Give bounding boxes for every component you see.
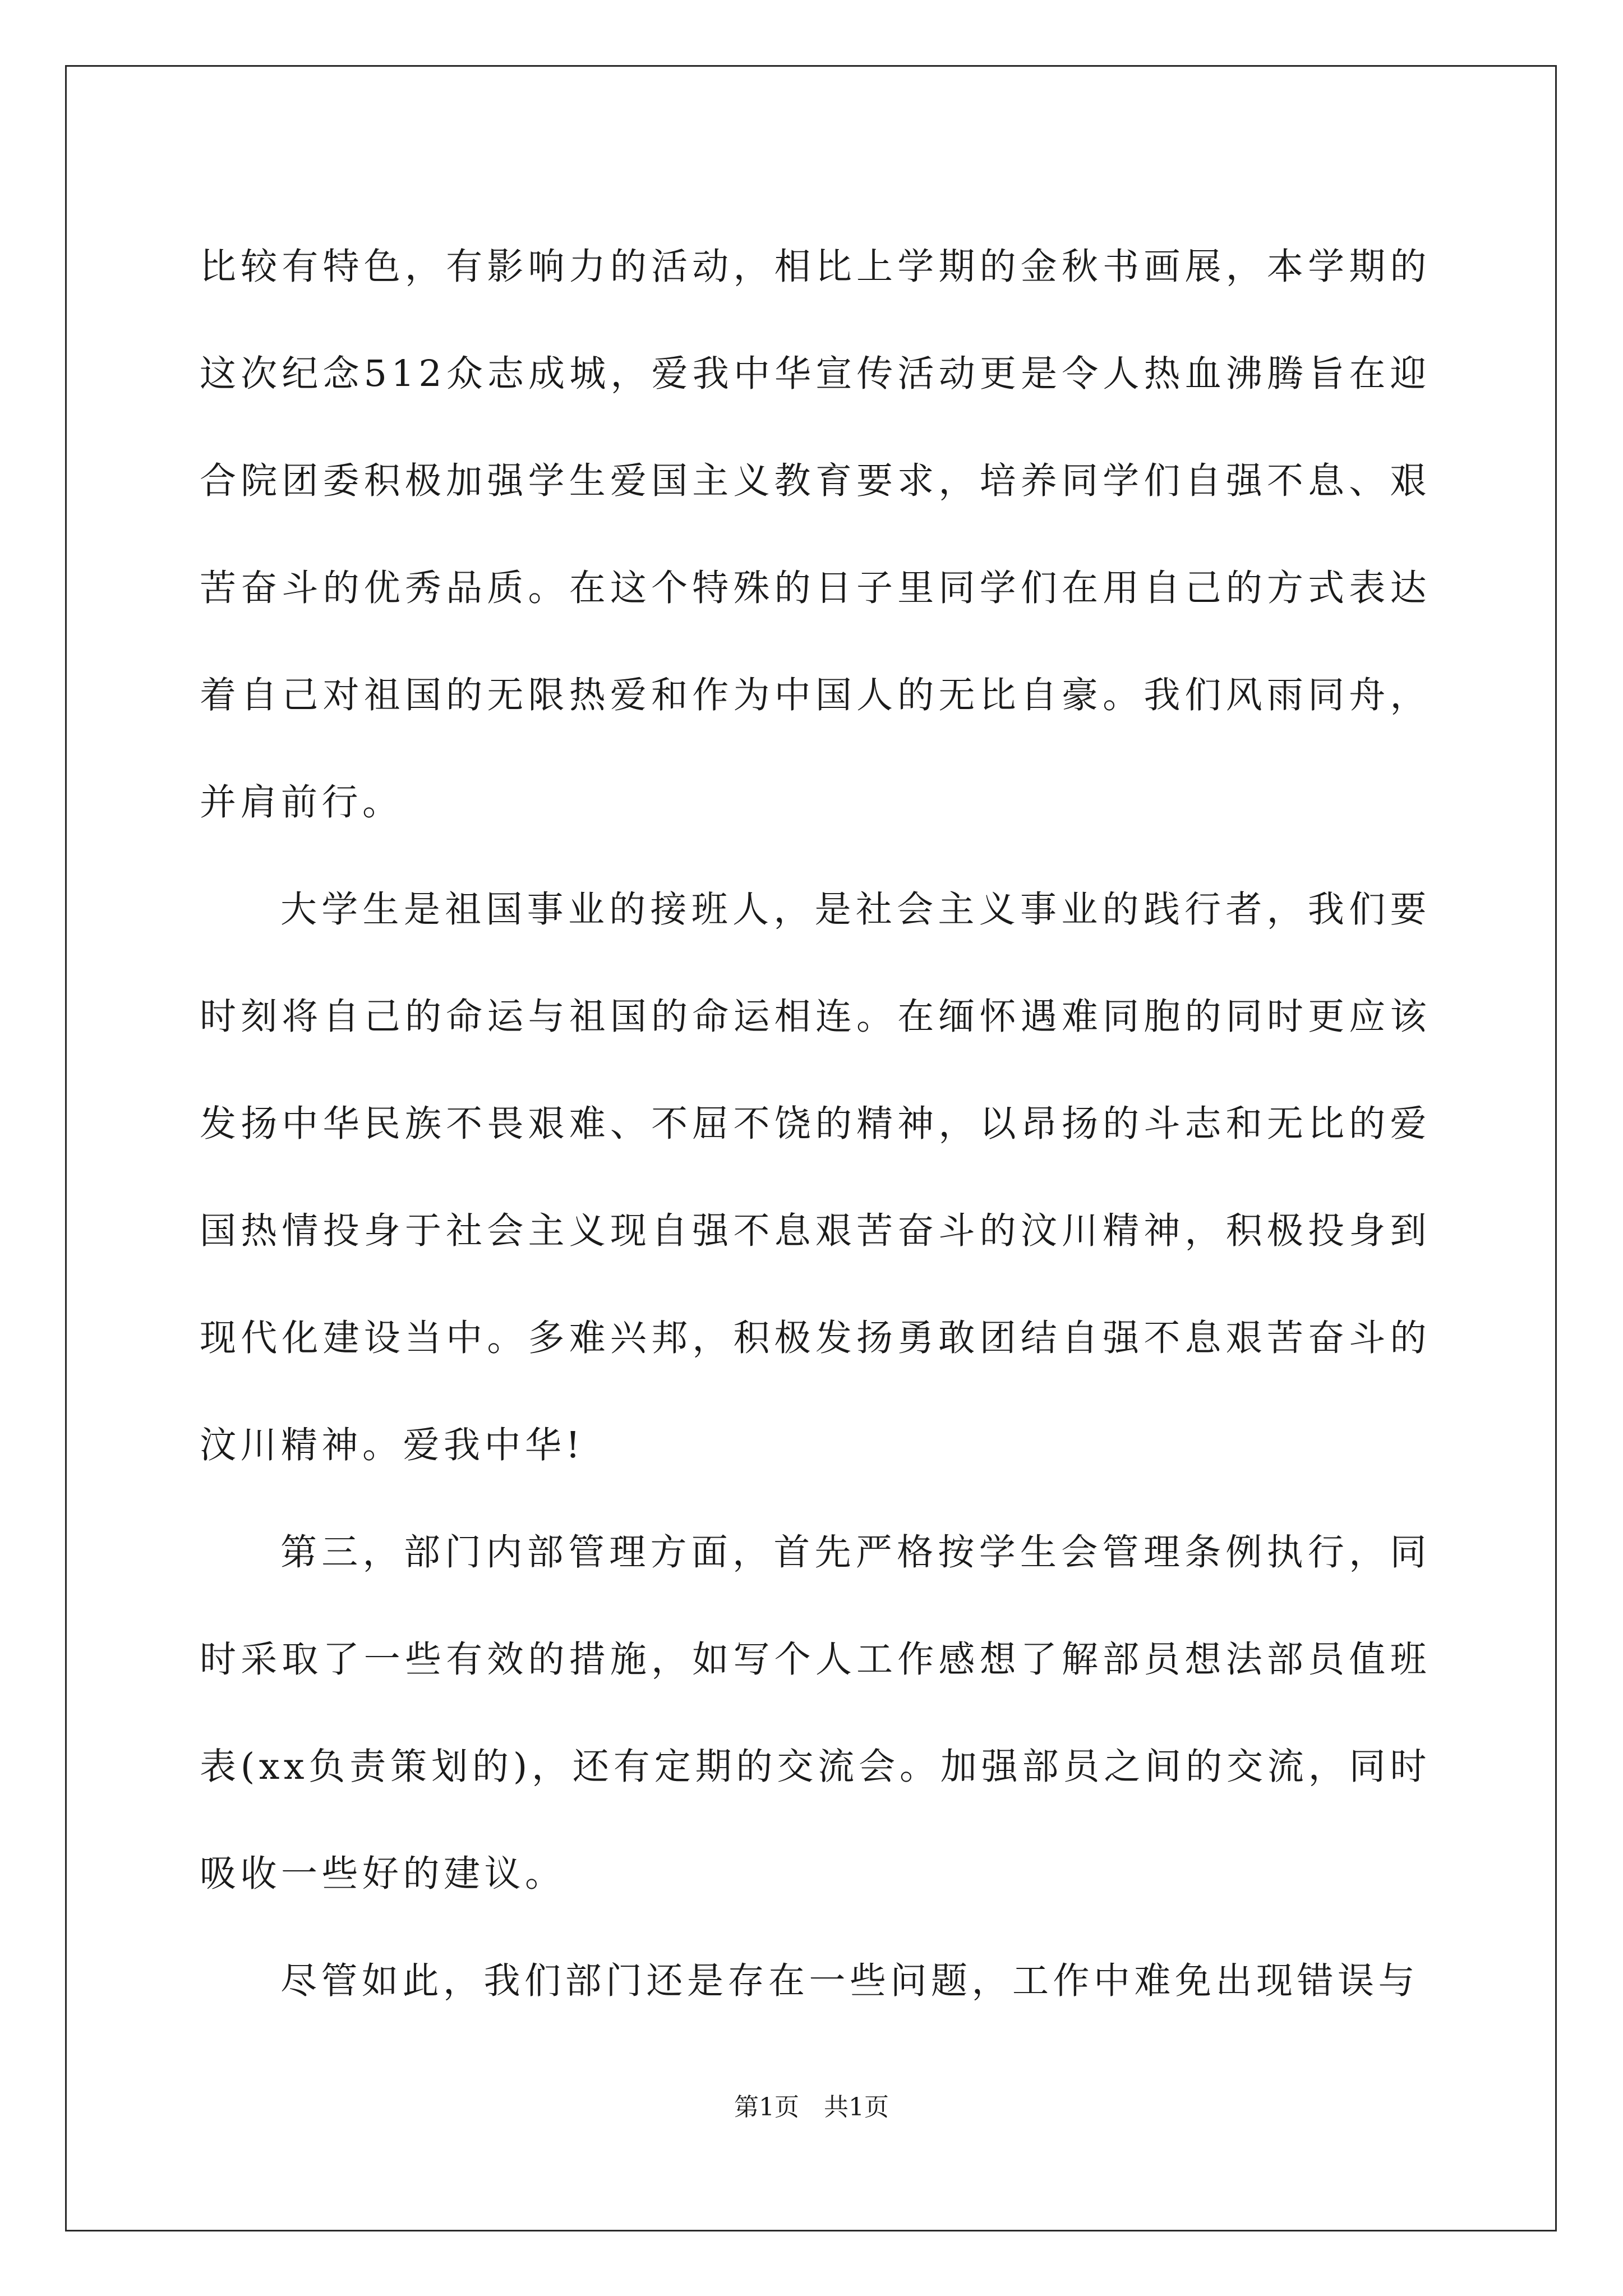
document-body (200, 213, 1431, 2035)
paragraph-1: 比较有特色，有影响力的活动，相比上学期的金秋书画展，本学期的这次纪念512众志成城，爱我中华宣传活动更是令人热血沸腾旨在迎合院团委积极加强学生爱国主义教育要求，培养同学们自强不息、艰苦奋斗的优秀品质。在这个特殊的日子里同学们在用自己的方式表达着自己对祖国的无限热爱和作为中国人的无比自豪。我们风雨同舟，并肩前行。 (200, 246, 1431, 823)
paragraph-4: 尽管如此，我们部门还是存在一些问题，工作中难免出现错误与 (280, 1960, 1419, 2002)
paragraph-3: 第三，部门内部管理方面，首先严格按学生会管理条例执行，同时采取了一些有效的措施，如写个人工作感想了解部员想法部员值班表(xx负责策划的)，还有定期的交流会。加强部员之间的交流，同时吸收一些好的建议。 (200, 1531, 1431, 1895)
page-number-footer: 第1页 共1页 (734, 2093, 889, 2122)
paragraph-2: 大学生是祖国事业的接班人，是社会主义事业的践行者，我们要时刻将自己的命运与祖国的命运相连。在缅怀遇难同胞的同时更应该发扬中华民族不畏艰难、不屈不饶的精神，以昂扬的斗志和无比的爱国热情投身于社会主义现自强不息艰苦奋斗的汶川精神，积极投身到现代化建设当中。多难兴邦，积极发扬勇敢团结自强不息艰苦奋斗的汶川精神。爱我中华! (200, 889, 1431, 1466)
